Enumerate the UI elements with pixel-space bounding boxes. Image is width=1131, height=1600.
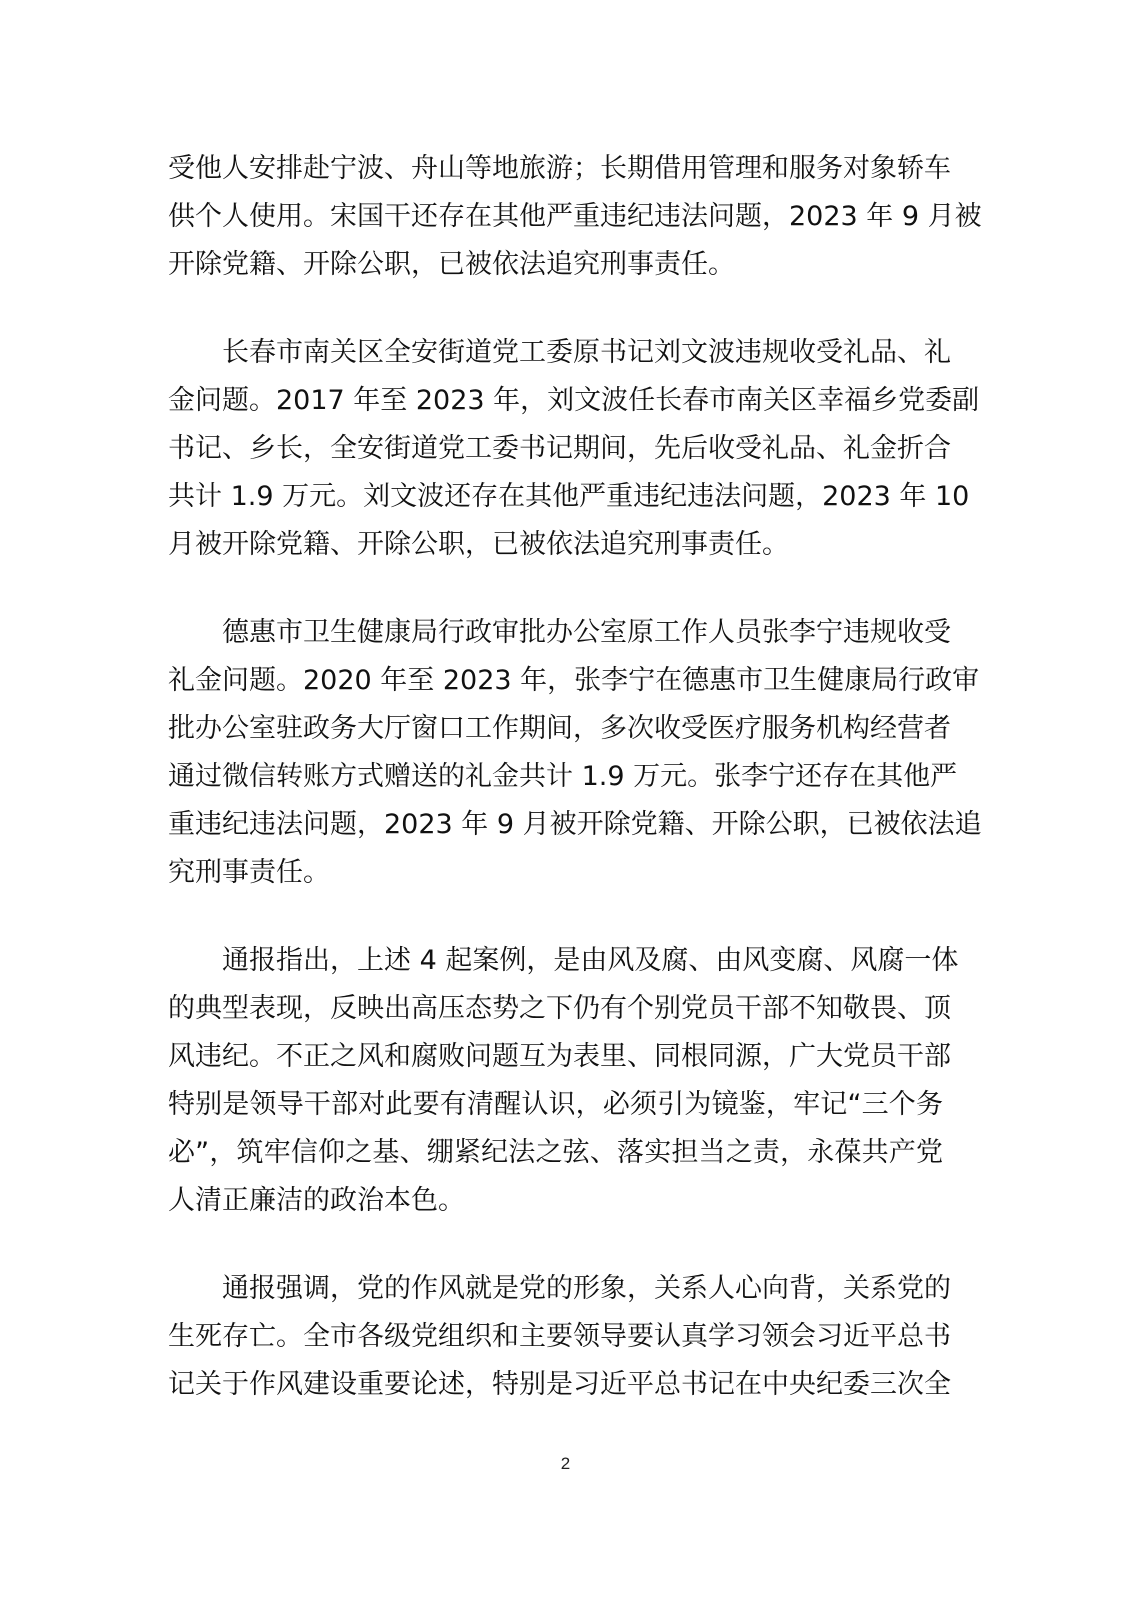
paragraph-notice-points-out [168, 937, 959, 1225]
page-number: 2 [560, 1454, 571, 1473]
text-line: 人清正廉洁的政治本色。 [168, 1185, 465, 1216]
text-line: 重违纪违法问题，2023 年 9 月被开除党籍、开除公职，已被依法追 [168, 809, 982, 840]
text-line: 生死存亡。全市各级党组织和主要领导要认真学习领会习近平总书 [168, 1321, 951, 1352]
text-line: 礼金问题。2020 年至 2023 年，张李宁在德惠市卫生健康局行政审 [168, 665, 980, 696]
text-line: 风违纪。不正之风和腐败问题互为表里、同根同源，广大党员干部 [168, 1041, 951, 1072]
text-line: 供个人使用。宋国干还存在其他严重违纪违法问题，2023 年 9 月被 [168, 201, 982, 232]
text-line: 受他人安排赴宁波、舟山等地旅游；长期借用管理和服务对象轿车 [168, 153, 951, 184]
text-line: 特别是领导干部对此要有清醒认识，必须引为镜鉴，牢记“三个务 [168, 1089, 943, 1120]
body-text [168, 145, 982, 1449]
text-line: 究刑事责任。 [168, 857, 330, 888]
paragraph-notice-emphasizes [168, 1265, 951, 1409]
text-line: 的典型表现，反映出高压态势之下仍有个别党员干部不知敬畏、顶 [168, 993, 951, 1024]
paragraph-continuation-song-guogan [168, 145, 982, 289]
text-line: 德惠市卫生健康局行政审批办公室原工作人员张李宁违规收受 [222, 617, 951, 648]
paragraph-case-zhang-lining [168, 609, 982, 897]
text-line: 通报强调，党的作风就是党的形象，关系人心向背，关系党的 [222, 1273, 951, 1304]
text-line: 通过微信转账方式赠送的礼金共计 1.9 万元。张李宁还存在其他严 [168, 761, 958, 792]
text-line: 书记、乡长，全安街道党工委书记期间，先后收受礼品、礼金折合 [168, 433, 951, 464]
text-line: 长春市南关区全安街道党工委原书记刘文波违规收受礼品、礼 [222, 337, 951, 368]
text-line: 必”，筑牢信仰之基、绷紧纪法之弦、落实担当之责，永葆共产党 [168, 1137, 943, 1168]
text-line: 通报指出，上述 4 起案例，是由风及腐、由风变腐、风腐一体 [222, 945, 959, 976]
text-line: 共计 1.9 万元。刘文波还存在其他严重违纪违法问题，2023 年 10 [168, 481, 970, 512]
text-line: 金问题。2017 年至 2023 年，刘文波任长春市南关区幸福乡党委副 [168, 385, 980, 416]
paragraph-case-liu-wenbo [168, 329, 980, 569]
text-line: 批办公室驻政务大厅窗口工作期间，多次收受医疗服务机构经营者 [168, 713, 951, 744]
text-line: 开除党籍、开除公职，已被依法追究刑事责任。 [168, 249, 735, 280]
text-line: 记关于作风建设重要论述，特别是习近平总书记在中央纪委三次全 [168, 1369, 951, 1400]
text-line: 月被开除党籍、开除公职，已被依法追究刑事责任。 [168, 529, 789, 560]
